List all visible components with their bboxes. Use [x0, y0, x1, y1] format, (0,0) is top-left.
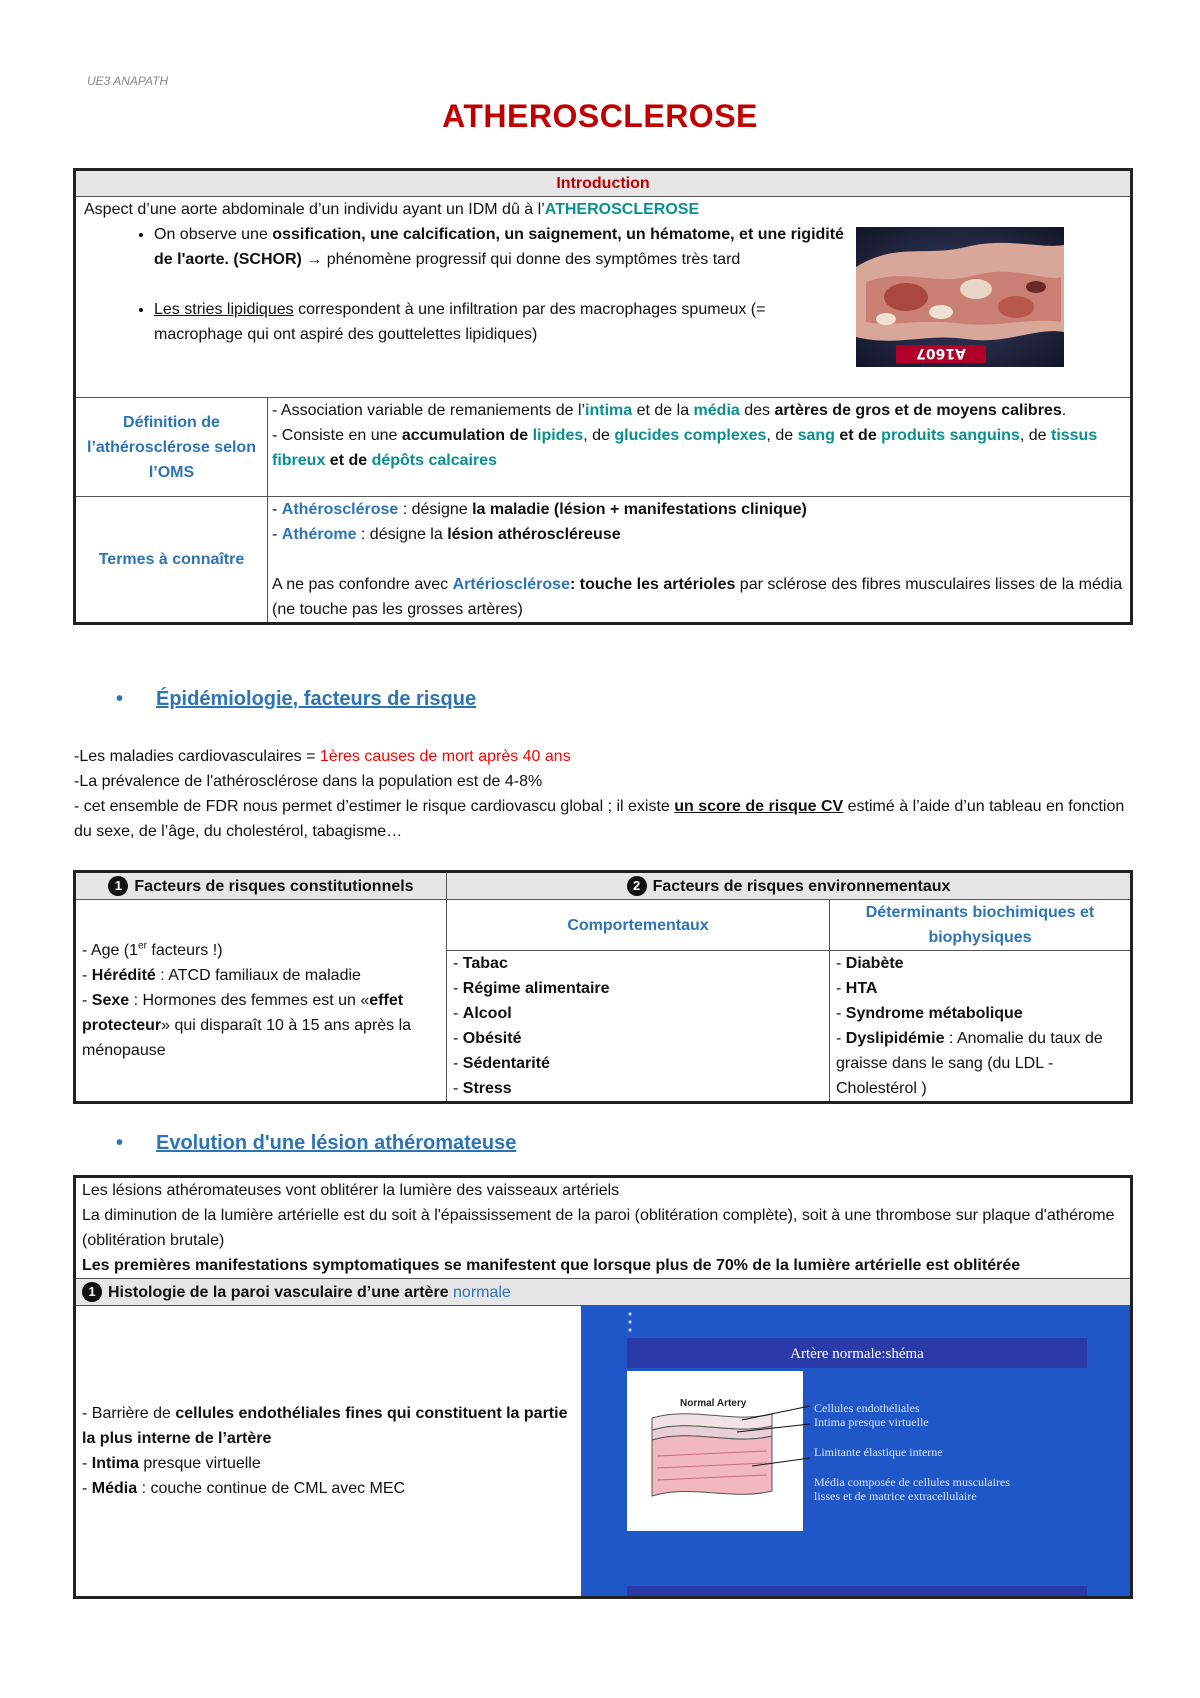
intro-cell	[75, 197, 1132, 398]
behavioral-item: - Obésité	[453, 1030, 522, 1047]
behavioral-item: - Stress	[453, 1080, 512, 1097]
artery-diagram	[582, 1306, 1130, 1596]
epidemio-line-1: -Les maladies cardiovasculaires = 1ères causes de mort après 40 ans	[74, 748, 571, 765]
aorta-photo	[856, 227, 1064, 367]
diagram-label-intima: Intima presque virtuelle	[814, 1415, 929, 1429]
behavioral-cell	[447, 951, 830, 1103]
definition-label: Définition de l’athérosclérose selon l’OMS	[75, 398, 268, 497]
intro-bullet-2: • Les stries lipidiques correspondent à une infiltration par des macrophages spumeux (= macrophage qui ont aspiré des gouttelettes lipidiques)	[154, 297, 844, 347]
behavioral-item: - Sédentarité	[453, 1055, 550, 1072]
histology-line-3: - Média : couche continue de CML avec MEC	[82, 1480, 406, 1497]
evolution-line-1: Les lésions athéromateuses vont oblitérer la lumière des vaisseaux artériels	[82, 1182, 620, 1199]
risk-factors-table	[73, 870, 1133, 1104]
histology-heading: 1 Histologie de la paroi vasculaire d’une artère normale	[75, 1279, 1132, 1306]
biochemical-item: - Dyslipidémie : Anomalie du taux de graisse dans le sang (du LDL - Cholestérol )	[836, 1030, 1103, 1097]
intro-heading: Introduction	[75, 170, 1132, 197]
evolution-table	[73, 1175, 1133, 1599]
behavioral-item: - Tabac	[453, 955, 508, 972]
evolution-heading: • Evolution d'une lésion athéromateuse	[116, 1132, 517, 1154]
behavioral-item: - Régime alimentaire	[453, 980, 610, 997]
biochemical-item: - Diabète	[836, 955, 904, 972]
sub-head-behavioral: Comportementaux	[447, 900, 830, 951]
epidemio-heading: • Épidémiologie, facteurs de risque	[116, 688, 477, 710]
terms-label: Termes à connaître	[75, 497, 268, 624]
risk-head-environmental: 2 Facteurs de risques environnementaux	[447, 872, 1132, 900]
constitutional-cell: - Age (1er facteurs !) - Hérédité : ATCD familiaux de maladie - Sexe : Hormones des femmes est un «effet protecteur» qui disparaît 10 à 15 ans après la ménopause	[75, 900, 447, 1103]
histology-line-1: - Barrière de cellules endothéliales fines qui constituent la partie la plus interne de l’artère	[82, 1405, 568, 1447]
evolution-line-3: Les premières manifestations symptomatiques se manifestent que lorsque plus de 70% de la lumière artérielle est oblitérée	[82, 1257, 1021, 1274]
epidemio-line-3: - cet ensemble de FDR nous permet d’estimer le risque cardiovascu global ; il existe un score de risque CV estimé à l’aide d’un tableau en fonction du sexe, de l’âge, du cholestérol, tabagisme…	[74, 798, 1125, 840]
header-label: UE3 ANAPATH	[87, 74, 169, 88]
page-title: ATHEROSCLEROSE	[442, 98, 758, 134]
definition-line-2: - Consiste en une accumulation de lipides, de glucides complexes, de sang et de produits sanguins, de tissus fibreux et de dépôts calcaires	[272, 427, 1098, 469]
terms-cell	[268, 497, 1132, 624]
diagram-label-media-2: lisses et de matrice extracellulaire	[814, 1489, 977, 1503]
evolution-line-2: La diminution de la lumière artérielle est du soit à l'épaississement de la paroi (oblitération complète), soit à une thrombose sur plaque d'athérome (oblitération brutale)	[82, 1207, 1115, 1249]
definition-cell	[268, 398, 1132, 497]
term-3: A ne pas confondre avec Artériosclérose: touche les artérioles par sclérose des fibres musculaires lisses de la média (ne touche pas les grosses artères)	[272, 576, 1123, 618]
aorta-photo-caption: A1607	[916, 345, 966, 361]
diagram-artery-label: Normal Artery	[680, 1398, 747, 1409]
behavioral-item: - Alcool	[453, 1005, 512, 1022]
aspect-text: Aspect d’une aorte abdominale d’un individu ayant un IDM dû à l’	[84, 201, 545, 218]
term-1: - Athérosclérose : désigne la maladie (lésion + manifestations clinique)	[272, 501, 807, 518]
epidemio-text	[74, 744, 1134, 844]
biochemical-item: - Syndrome métabolique	[836, 1005, 1023, 1022]
sub-head-biochemical: Déterminants biochimiques et biophysiques	[830, 900, 1132, 951]
term-2: - Athérome : désigne la lésion athéroscléreuse	[272, 526, 621, 543]
biochemical-cell	[830, 951, 1132, 1103]
intro-bullet-1: • On observe une ossification, une calcification, un saignement, un hématome, et une rigidité de l'aorte. (SCHOR) → phénomène progressif qui donne des symptômes très tard	[154, 222, 844, 272]
intro-table	[73, 168, 1133, 625]
histology-text-cell	[75, 1306, 582, 1598]
diagram-label-media: Média composée de cellules musculaires	[814, 1475, 1010, 1489]
diagram-title: Artère normale:shéma	[790, 1346, 924, 1362]
epidemio-line-2: -La prévalence de l'athérosclérose dans la population est de 4-8%	[74, 773, 543, 790]
aspect-highlight: ATHEROSCLEROSE	[544, 201, 700, 218]
histology-line-2: - Intima presque virtuelle	[82, 1455, 261, 1472]
definition-line-1: - Association variable de remaniements de l’intima et de la média des artères de gros et de moyens calibres.	[272, 402, 1067, 419]
evolution-intro-cell	[75, 1177, 1132, 1279]
risk-head-constitutional: 1 Facteurs de risques constitutionnels	[75, 872, 447, 900]
diagram-label-elastic: Limitante élastique interne	[814, 1445, 943, 1459]
histology-diagram-cell	[582, 1306, 1132, 1598]
biochemical-item: - HTA	[836, 980, 878, 997]
diagram-label-endothelial: Cellules endothéliales	[814, 1401, 920, 1415]
